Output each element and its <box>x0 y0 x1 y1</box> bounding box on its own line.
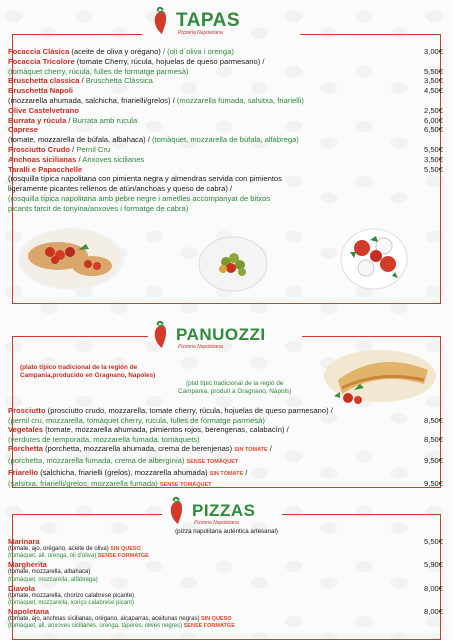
dietary-tag: SIN QUESO <box>108 546 141 552</box>
dietary-tag: SIN TOMATE <box>209 470 244 477</box>
item-price: 5,50€ <box>423 164 443 174</box>
item-description: (tomate, mozzarella, albahaca) <box>8 569 91 576</box>
item-description: (prosciutto crudo, mozzarella, tomate cherry, rúcula, hojuelas de queso parmesano) / <box>45 406 333 415</box>
item-name: Bruschetta Napoli <box>8 86 73 96</box>
dietary-tag: SENSE TOMÀQUET <box>186 458 239 465</box>
item-name: Diavola <box>8 583 36 593</box>
item-name: Focaccia Clásica <box>8 47 70 56</box>
menu-line <box>8 155 443 165</box>
item-price: 5,50€ <box>423 144 443 154</box>
menu-line <box>8 194 443 204</box>
item-price: 9,50€ <box>423 479 443 489</box>
item-description: (tomate Cherry, rúcula, hojuelas de queso parmesano) / <box>74 56 265 66</box>
item-name: Porchetta <box>8 444 44 454</box>
item-name: Prosciutto <box>8 406 46 415</box>
item-description: / <box>267 444 272 454</box>
menu-item <box>8 116 443 126</box>
tapas-subtitle: Pizzeria Napoletana <box>178 30 223 36</box>
menu-line <box>8 145 443 155</box>
menu-line <box>8 76 443 86</box>
menu-line <box>8 468 443 480</box>
item-name: Olive Castelvetrano <box>8 105 79 115</box>
item-price: 5,50€ <box>423 66 443 76</box>
menu-item <box>8 406 443 425</box>
panuozzi-list <box>8 406 443 491</box>
menu-line <box>8 116 443 126</box>
tapas-title: TAPAS <box>176 10 241 31</box>
item-name: Burrata y rúcula <box>8 115 67 125</box>
menu-line <box>8 106 443 116</box>
item-description: (aceite de oliva y orégano) <box>69 47 163 56</box>
panuozzi-subtitle: Pizzeria Napoletana <box>178 344 223 350</box>
menu-line <box>8 537 443 546</box>
menu-item <box>8 57 443 77</box>
panuozzi-intro-ca <box>178 380 291 396</box>
item-price: 6,50€ <box>423 125 443 135</box>
item-description: (tomate, mozzarella de búfala, albahaca) / <box>8 135 152 145</box>
item-price: 2,50€ <box>423 105 443 115</box>
menu-item <box>8 76 443 86</box>
item-description: (tomàquet, all, anxoves sicilianes, orenga, tàperes, olives negres) <box>8 623 183 630</box>
item-description: (rosquilla típica napolitana con pimienta negra y almendras servida con pimientos <box>8 174 282 184</box>
menu-item <box>8 125 443 145</box>
dietary-tag: SIN QUESO <box>199 616 232 623</box>
tapas-logo <box>150 6 240 36</box>
intro-line: (plato típico tradicional de la región de <box>20 364 138 371</box>
menu-line <box>8 560 443 569</box>
item-price: 6,00€ <box>423 115 443 125</box>
item-description: (porchetta, mozzarella ahumada, crema de berenjenas) <box>43 444 235 454</box>
menu-line <box>8 174 443 184</box>
item-description: (verdures de temporada, mozzarella fumada, tomàquets) <box>8 434 200 444</box>
menu-line <box>8 47 443 57</box>
item-description: (tomàquet cherry, rúcula, fulles de formatge parmesà) <box>8 66 189 76</box>
item-price: 9,50€ <box>423 455 443 465</box>
menu-item <box>8 106 443 116</box>
item-description: (mozzarella fumada, salsitxa, friarielli) <box>176 95 304 105</box>
menu-line <box>8 67 443 77</box>
menu-line <box>8 479 443 491</box>
menu-item <box>8 165 443 214</box>
menu-item <box>8 155 443 165</box>
pizzas-list <box>8 537 443 631</box>
dietary-tag: SENSE TOMÀQUET <box>159 482 212 489</box>
item-name: Prosciutto Crudo <box>8 144 71 154</box>
menu-item <box>8 47 443 57</box>
menu-line <box>8 425 443 435</box>
menu-item <box>8 86 443 106</box>
pizzas-subtitle: Pizzeria Napoletana <box>194 520 239 526</box>
item-description: / <box>79 76 86 86</box>
pizzas-title: PIZZAS <box>192 501 256 520</box>
menu-line <box>8 456 443 468</box>
tapas-section <box>0 0 453 305</box>
menu-line <box>8 416 443 426</box>
item-description: (mozzarella ahumada, salchicha, friarielli/grelos) / <box>8 95 177 105</box>
item-description: Anxoves sicilianes <box>82 154 145 164</box>
item-description: (porchetta, mozzarella fumada, crema de albergínia) <box>8 455 187 465</box>
pizza-item <box>8 537 443 560</box>
item-description: (tomate, mozzarella, chorizo calabrese picante) <box>8 592 135 599</box>
menu-line <box>8 593 443 600</box>
menu-line <box>8 57 443 67</box>
item-description: (tomàquet, all, orenga, oli d'oliva) <box>8 553 97 560</box>
menu-line <box>8 435 443 445</box>
panuozzi-intro-es <box>20 364 155 380</box>
dietary-tag: SENSE FORMATGE <box>96 553 149 560</box>
menu-line <box>8 553 443 560</box>
tapas-list <box>8 47 443 214</box>
pizza-item <box>8 607 443 630</box>
pizzas-intro: (pizza napolitana auténtica artesanal) <box>175 528 278 535</box>
item-price: 5,90€ <box>423 560 443 570</box>
item-price: 3,00€ <box>423 47 443 56</box>
olives-photo <box>198 236 268 292</box>
intro-line: (plat típic tradicional de la regió de <box>185 380 284 387</box>
item-price: 5,50€ <box>423 537 443 546</box>
item-description: / <box>70 144 77 154</box>
menu-item <box>8 444 443 467</box>
item-price: 4,50€ <box>423 86 443 96</box>
dietary-tag: SIN TOMATE <box>234 447 268 454</box>
item-description: Burrata amb rucula <box>72 115 138 125</box>
menu-line <box>8 444 443 456</box>
menu-line <box>8 569 443 576</box>
item-price: 8,50€ <box>423 415 443 425</box>
panuozzo-photo <box>318 340 438 408</box>
pizzas-section <box>0 494 453 640</box>
item-name: Vegetales <box>8 425 44 435</box>
item-description: Pernil Cru <box>76 144 111 154</box>
menu-line <box>8 96 443 106</box>
item-description: / <box>66 115 73 125</box>
item-price: 3,50€ <box>423 76 443 86</box>
item-description: / (oli d´oliva i orenga) <box>162 47 234 56</box>
menu-line <box>8 577 443 584</box>
item-description: / <box>76 154 83 164</box>
item-description: ligeramente picantes rellenos de atún/anchoas y queso de cabra) / <box>8 184 233 194</box>
item-name: Focaccia Tricolore <box>8 56 75 66</box>
bruschetta-photo <box>18 228 124 290</box>
item-name: Marinara <box>8 537 40 546</box>
menu-line <box>8 600 443 607</box>
item-name: Margherita <box>8 560 47 570</box>
pizza-item <box>8 560 443 583</box>
menu-line <box>8 125 443 135</box>
item-name: Taralli e Papacchelle <box>8 164 83 174</box>
menu-line <box>8 165 443 175</box>
menu-line <box>8 546 443 553</box>
menu-line <box>8 584 443 593</box>
menu-line <box>8 406 443 416</box>
menu-line <box>8 623 443 630</box>
item-price: 8,00€ <box>423 607 443 617</box>
item-description: (tomàquet, mozzarella de búfala, alfàbrega) <box>151 135 299 145</box>
caprese-photo <box>340 228 408 290</box>
item-name: Bruschetta classica <box>8 76 80 86</box>
item-price: 8,00€ <box>423 583 443 593</box>
item-name: Napoletana <box>8 607 49 617</box>
menu-item <box>8 425 443 444</box>
menu-line <box>8 135 443 145</box>
item-description: (pernil cru, mozzarella, tomàquet cherry, rucula, fulles de formatge parmesà) <box>8 415 265 425</box>
panuozzi-section <box>0 318 453 488</box>
item-price: 3,50€ <box>423 154 443 164</box>
pizza-item <box>8 584 443 607</box>
item-description: (tomate, ajo, anchoas sicilianas, orégano, alcaparras, aceitunas negras) <box>8 616 200 623</box>
item-name: Caprese <box>8 125 38 135</box>
intro-line: Campania, produit a Gragnano, Nàpols) <box>178 388 292 395</box>
item-description: picants farcit de tonyina/anxoves i formatge de cabra) <box>8 203 189 213</box>
item-description: / <box>243 467 248 477</box>
menu-line <box>8 86 443 96</box>
pepper-logo-icon <box>150 6 176 36</box>
menu-line <box>8 204 443 214</box>
menu-item <box>8 145 443 155</box>
item-description: (tomate, mozzarella ahumada, pimientos rojos, berengenas, calabacín) / <box>43 425 289 435</box>
item-description: (rosquilla típica napolitana amb pebre negre i ametlles accompanyat de bitxos <box>8 193 271 203</box>
item-description: (tomàquet, mozzarella, xoriço calabrese picant) <box>8 600 135 607</box>
panuozzi-title: PANUOZZI <box>176 325 266 344</box>
item-name: Anchoas sicilianas <box>8 154 77 164</box>
dietary-tag: SENSE FORMATGE <box>182 623 235 630</box>
menu-line <box>8 607 443 616</box>
item-price: 8,50€ <box>423 434 443 444</box>
item-description: (salchicha, friarielli (grelos), mozzarella ahumada) <box>37 467 210 477</box>
item-description: (tomàquet, mozzarella, alfàbrega) <box>8 576 98 583</box>
item-description: (tomate, ajo, orégano, aceite de oliva) <box>8 546 109 552</box>
item-name: Friarello <box>8 467 38 477</box>
item-description: Bruschetta Clàssica <box>85 76 153 86</box>
intro-line: Campania,producido en Gragnano, Napoles) <box>20 372 156 379</box>
menu-line <box>8 184 443 194</box>
menu-item <box>8 468 443 491</box>
menu-line <box>8 616 443 623</box>
item-description: (salsitxa, friarielli/grelos, mozzarella fumada) <box>8 479 160 489</box>
